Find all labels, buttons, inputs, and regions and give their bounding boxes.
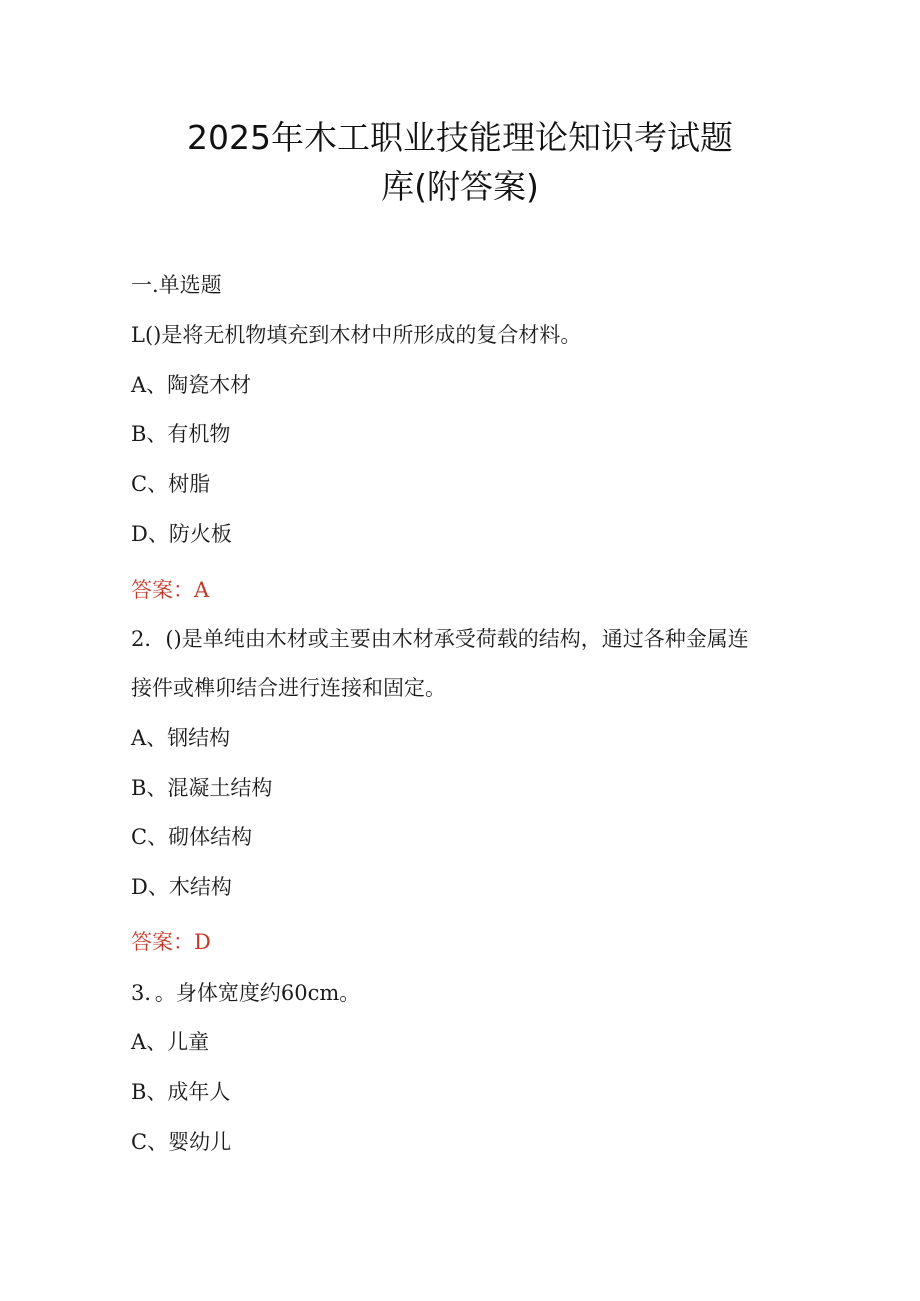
document-title-line-2: 库(附答案)	[381, 167, 539, 206]
question-1-option-c: C、树脂	[131, 472, 211, 496]
question-2-answer: 答案：D	[131, 930, 211, 954]
question-2-option-c: C、砌体结构	[131, 825, 253, 849]
question-3-option-b: B、成年人	[131, 1080, 231, 1104]
question-2-option-a: A、钢结构	[131, 726, 231, 750]
question-1-option-a: A、陶瓷木材	[131, 373, 252, 397]
question-2-stem-line-2: 接件或榫卯结合进行连接和固定。	[131, 676, 446, 700]
question-3-option-c: C、婴幼儿	[131, 1130, 232, 1154]
document-title-line-1: 2025年木工职业技能理论知识考试题	[187, 118, 733, 157]
question-3-stem: 3．。身体宽度约60cm。	[131, 981, 361, 1005]
question-2-option-d: D、木结构	[131, 875, 232, 899]
section-heading: 一.单选题	[131, 273, 222, 297]
question-1-option-d: D、防火板	[131, 522, 232, 546]
question-1-answer: 答案：A	[131, 578, 210, 602]
question-1-option-b: B、有机物	[131, 422, 231, 446]
question-1-stem: L()是将无机物填充到木材中所形成的复合材料。	[131, 323, 582, 347]
question-2-stem-line-1: 2．()是单纯由木材或主要由木材承受荷载的结构，通过各种金属连	[131, 627, 749, 651]
question-3-option-a: A、儿童	[131, 1030, 210, 1054]
question-2-option-b: B、混凝土结构	[131, 776, 273, 800]
